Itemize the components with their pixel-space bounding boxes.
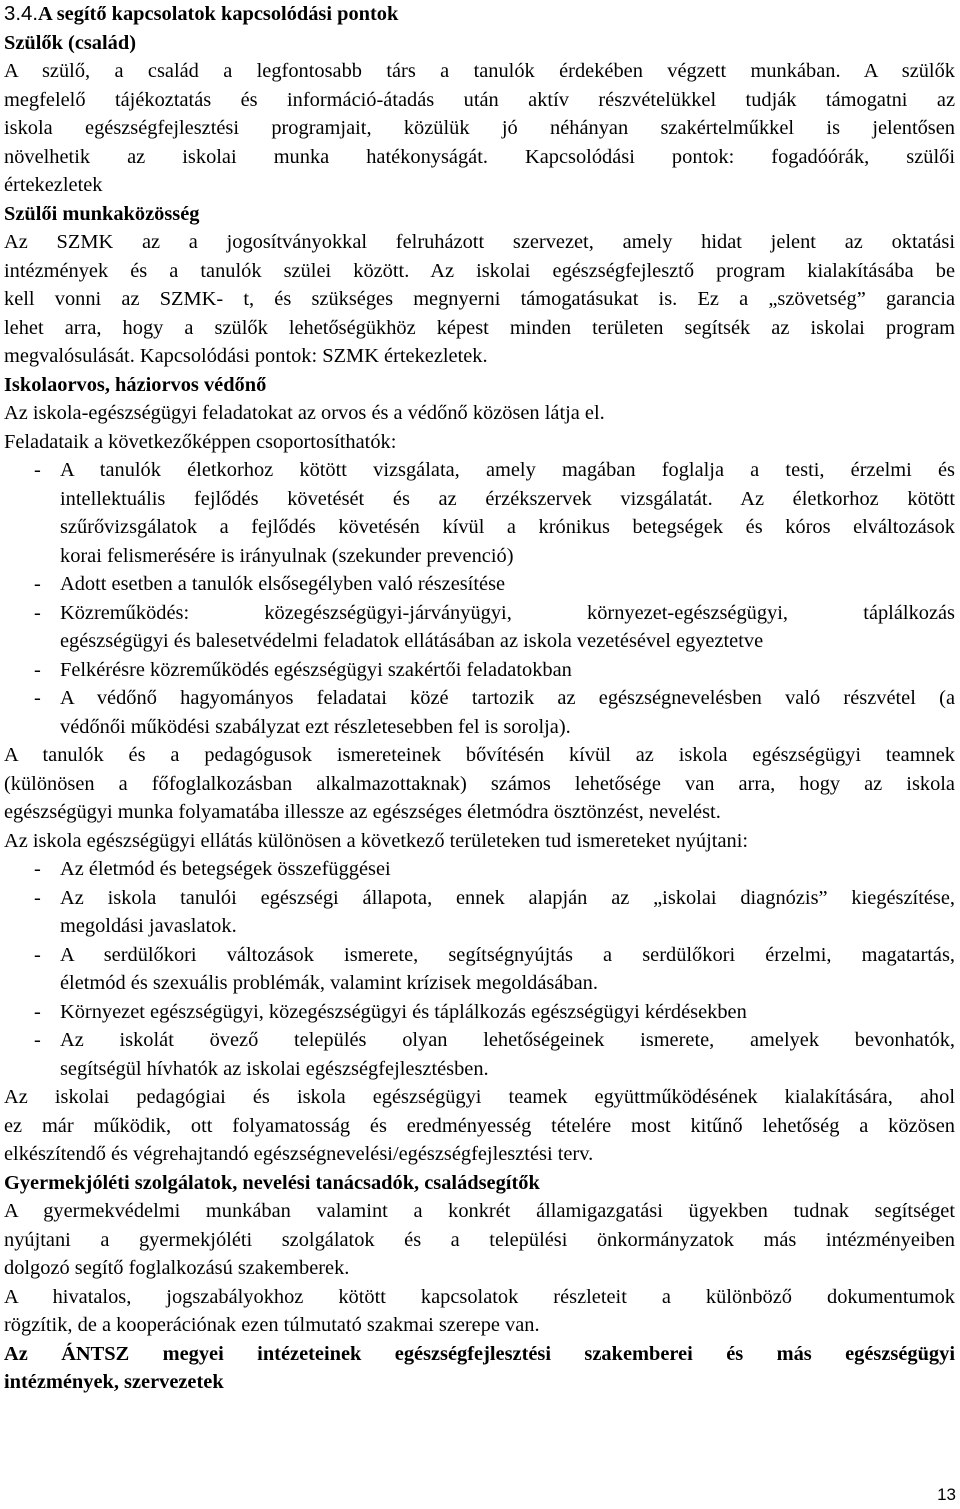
text-line: életmód és szexuális problémák, valamint krízisek megoldásában. — [60, 972, 598, 994]
text-line: elkészítendő és végrehajtandó egészségnevelési/egészségfejlesztési terv. — [4, 1143, 594, 1165]
text-line: korai felismerésére is irányulnak (szekunder prevenció) — [60, 544, 514, 567]
text-line: egészségügyi munka folyamatába illessze az egészséges életmódra ösztönzést, nevelést. — [4, 801, 721, 823]
text-line: iskola egészségfejlesztési programjait, közülük jó néhányan szakértelműkkel is jelentősen — [4, 117, 955, 139]
text-line: növelhetik az iskolai munka hatékonyságát. Kapcsolódási pontok: fogadóórák, szülői — [4, 145, 955, 168]
text-line: intézmények és a tanulók szülei között. Az iskolai egészségfejlesztő program kialakításába be — [4, 259, 955, 282]
list-item: - A védőnő hagyományos feladatai közé tartozik az egészségnevelésben való részvétel (a — [4, 684, 955, 713]
text-line: lehet arra, hogy a szülők lehetőségükhöz képest minden területen segítsék az iskolai program — [4, 316, 955, 339]
list-item: - Közreműködés: közegészségügyi-járványügyi, környezet-egészségügyi, táplálkozás — [4, 599, 955, 628]
text-line: A hivatalos, jogszabályokhoz kötött kapcsolatok részleteit a különböző dokumentumok — [4, 1285, 955, 1308]
text-line: segítségül hívhatók az iskolai egészségfejlesztésben. — [60, 1057, 489, 1080]
list-dash: - — [34, 943, 41, 966]
subheading-parents: Szülők (család) — [4, 31, 136, 54]
list-item: - Felkérésre közreműködés egészségügyi szakértői feladatokban — [4, 656, 955, 685]
list-item: - A serdülőkori változások ismerete, segítségnyújtás a serdülőkori érzelmi, magatartás, — [4, 941, 955, 970]
subheading-antsz: Az ÁNTSZ megyei intézeteinek egészségfejlesztési szakemberei és más egészségügyi — [4, 1342, 955, 1365]
text-line: Az SZMK az a jogosítványokkal felruházott szervezet, amely hidat jelent az oktatási — [4, 231, 955, 253]
list-dash: - — [34, 459, 41, 481]
text-line: Az iskola-egészségügyi feladatokat az orvos és a védőnő közösen látja el. — [4, 402, 605, 424]
list-item: - Adott esetben a tanulók elsősegélyben való részesítése — [4, 570, 955, 599]
text-line: védőnői működési szabályzat ezt részletesebben fel is sorolja). — [60, 715, 571, 738]
text-line: ez már működik, ott folyamatosság és eredményesség tételére most kitűnő lehetőség a közösen — [4, 1114, 955, 1137]
list-item: - A tanulók életkorhoz kötött vizsgálata, amely magában foglalja a testi, érzelmi és — [4, 456, 955, 485]
list-dash: - — [34, 573, 41, 595]
list-item: - Környezet egészségügyi, közegészségügyi és táplálkozás egészségügyi kérdésekben — [4, 998, 955, 1027]
list-item: - Az iskolát övező település olyan lehetőségeinek ismerete, amelyek bevonhatók, — [4, 1026, 955, 1055]
list-dash: - — [34, 1000, 41, 1023]
list-dash: - — [34, 858, 41, 880]
section-number: 3.4. — [4, 3, 39, 25]
section-heading — [4, 0, 955, 29]
text-line: egészségügyi és balesetvédelmi feladatok ellátásában az iskola vezetésével egyeztetve — [60, 630, 764, 652]
subheading-parents-community: Szülői munkaközösség — [4, 202, 200, 225]
list-item: - Az életmód és betegségek összefüggései — [4, 855, 955, 884]
subheading-child-welfare: Gyermekjóléti szolgálatok, nevelési tanácsadók, családsegítők — [4, 1171, 540, 1194]
subheading-antsz-cont: intézmények, szervezetek — [4, 1371, 224, 1393]
page-number: 13 — [937, 1485, 956, 1504]
section-title: A segítő kapcsolatok kapcsolódási pontok — [38, 3, 399, 25]
text-line: nyújtani a gyermekjóléti szolgálatok és a települési önkormányzatok más intézményeiben — [4, 1228, 955, 1251]
list-dash: - — [34, 658, 41, 681]
text-line: Az iskolai pedagógiai és iskola egészségügyi teamek együttműködésének kialakítására, ahol — [4, 1086, 955, 1108]
list-item: - Az iskola tanulói egészségi állapota, ennek alapján az „iskolai diagnózis” kiegészítése, — [4, 884, 955, 913]
list-dash: - — [34, 1029, 41, 1051]
text-line: intellektuális fejlődés követését és az érzékszervek vizsgálatát. Az életkorhoz kötött — [60, 487, 955, 510]
text-line: megvalósulását. Kapcsolódási pontok: SZMK értekezletek. — [4, 345, 488, 367]
text-line: A gyermekvédelmi munkában valamint a konkrét államigazgatási ügyekben tudnak segítséget — [4, 1200, 955, 1222]
text-line: Az iskola egészségügyi ellátás különösen a következő területeken tud ismereteket nyújtani: — [4, 829, 749, 852]
text-line: dolgozó segítő foglalkozású szakemberek. — [4, 1257, 350, 1279]
document-page — [4, 0, 955, 1397]
text-line: kell vonni az SZMK- t, és szükséges megnyerni támogatásukat is. Ez a „szövetség” garancia — [4, 288, 955, 310]
text-line: A tanulók és a pedagógusok ismereteinek bővítésén kívül az iskola egészségügyi teamnek — [4, 744, 955, 766]
subheading-doctors: Iskolaorvos, háziorvos védőnő — [4, 373, 267, 396]
list-dash: - — [34, 886, 41, 909]
text-line: rögzítik, de a kooperációnak ezen túlmutató szakmai szerepe van. — [4, 1314, 540, 1336]
text-line: A szülő, a család a legfontosabb társ a tanulók érdekében végzett munkában. A szülők — [4, 60, 955, 82]
text-line: megoldási javaslatok. — [60, 915, 237, 937]
list-dash: - — [34, 601, 41, 624]
text-line: megfelelő tájékoztatás és információ-átadás után aktív részvételükkel tudják támogatni az — [4, 88, 955, 111]
text-line: értekezletek — [4, 174, 103, 196]
text-line: szűrővizsgálatok a fejlődés követésén kívül a krónikus betegségek és kóros elváltozások — [60, 516, 955, 538]
text-line: Feladataik a következőképpen csoportosíthatók: — [4, 430, 397, 453]
text-line: (különösen a főfoglalkozásban alkalmazottaknak) számos lehetősége van arra, hogy az iskola — [4, 772, 955, 795]
list-dash: - — [34, 687, 41, 709]
